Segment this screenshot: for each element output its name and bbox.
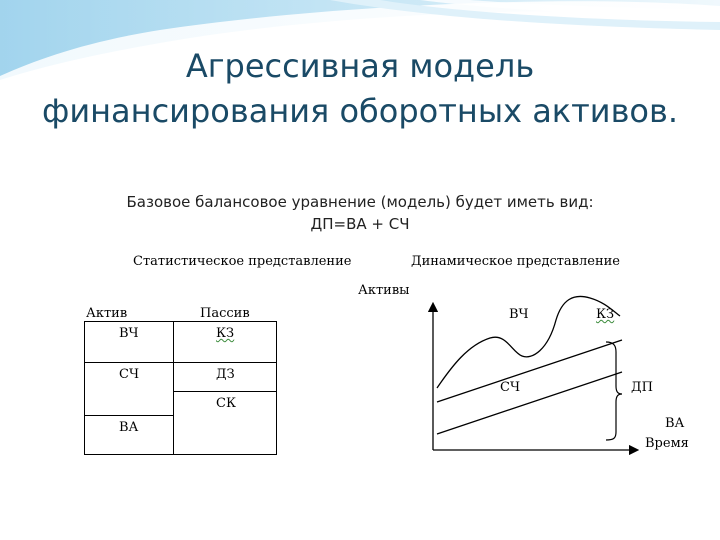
dyn-label-sch: СЧ (500, 380, 520, 395)
dyn-label-va: ВА (665, 416, 685, 431)
cell-vch: ВЧ (119, 326, 139, 341)
cell-dz: ДЗ (216, 367, 235, 382)
subtitle-equation: ДП=ВА + СЧ (310, 215, 410, 233)
static-view-heading: Статистическое представление (133, 254, 352, 269)
x-axis-label: Время (645, 436, 689, 451)
dyn-label-kz: КЗ (596, 307, 615, 322)
dp-brace (606, 342, 622, 440)
dynamic-view-heading: Динамическое представление (411, 254, 620, 269)
cell-sk: СК (216, 396, 237, 411)
slide-title-line1: Агрессивная модель (185, 47, 535, 85)
y-axis-label: Активы (358, 283, 410, 298)
dyn-label-vch: ВЧ (509, 307, 529, 322)
static-col-liabilities: Пассив (200, 306, 250, 321)
constant-part-line (437, 340, 622, 402)
subtitle-line1: Базовое балансовое уравнение (модель) будет иметь вид: (126, 193, 594, 211)
cell-sch: СЧ (119, 367, 139, 382)
slide-title-line2: финансирования оборотных активов. (41, 92, 679, 130)
dyn-label-dp: ДП (631, 380, 653, 395)
cell-va: ВА (119, 420, 139, 435)
non-current-assets-line (437, 372, 622, 434)
static-col-assets: Актив (86, 306, 128, 321)
cell-kz: КЗ (216, 326, 235, 341)
